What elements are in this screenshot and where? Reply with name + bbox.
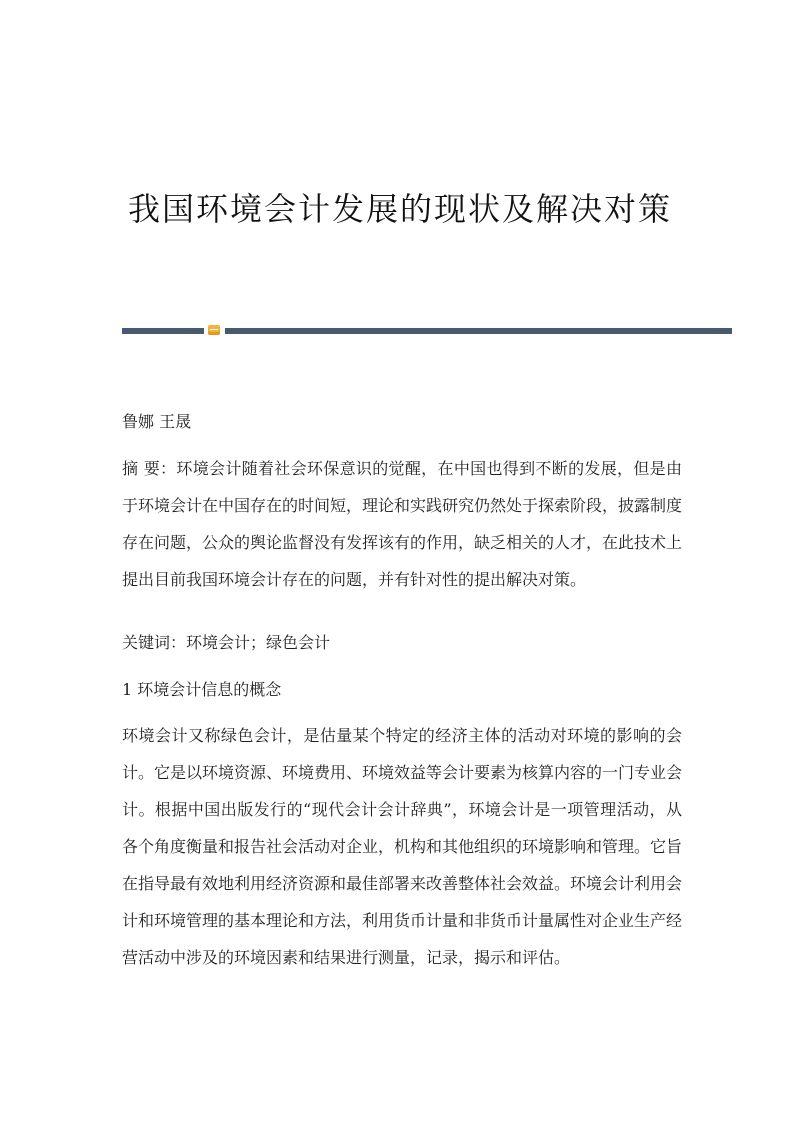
section-heading: 1 环境会计信息的概念 bbox=[122, 680, 282, 699]
document-mark-icon bbox=[208, 325, 220, 335]
page-title: 我国环境会计发展的现状及解决对策 bbox=[127, 190, 672, 228]
divider-bar-right bbox=[225, 328, 732, 334]
body-paragraph: 环境会计又称绿色会计，是估量某个特定的经济主体的活动对环境的影响的会计。它是以环境资源、环境费用、环境效益等会计要素为核算内容的一门专业会计。根据中国出版发行的“现代会计会计辞典”，环境会计是一项管理活动，从各个角度衡量和报告社会活动对企业，机构和其他组织的环境影响和管理。它旨在指导最有效地利用经济资源和最佳部署来改善整体社会效益。环境会计利用会计和环境管理的基本理论和方法，利用货币计量和非货币计量属性对企业生产经营活动中涉及的环境因素和结果进行测量，记录，揭示和评估。 bbox=[122, 726, 683, 967]
title-divider bbox=[122, 325, 732, 335]
author-names: 鲁娜 王晟 bbox=[122, 412, 192, 431]
divider-bar-left bbox=[122, 328, 204, 334]
abstract-paragraph: 摘 要：环境会计随着社会环保意识的觉醒，在中国也得到不断的发展，但是由于环境会计在中国存在的时间短，理论和实践研究仍然处于探索阶段，披露制度存在问题，公众的舆论监督没有发挥该有的作用，缺乏相关的人才，在此技术上提出目前我国环境会计存在的问题，并有针对性的提出解决对策。 bbox=[122, 459, 683, 589]
keywords-line: 关键词：环境会计；绿色会计 bbox=[122, 633, 331, 652]
